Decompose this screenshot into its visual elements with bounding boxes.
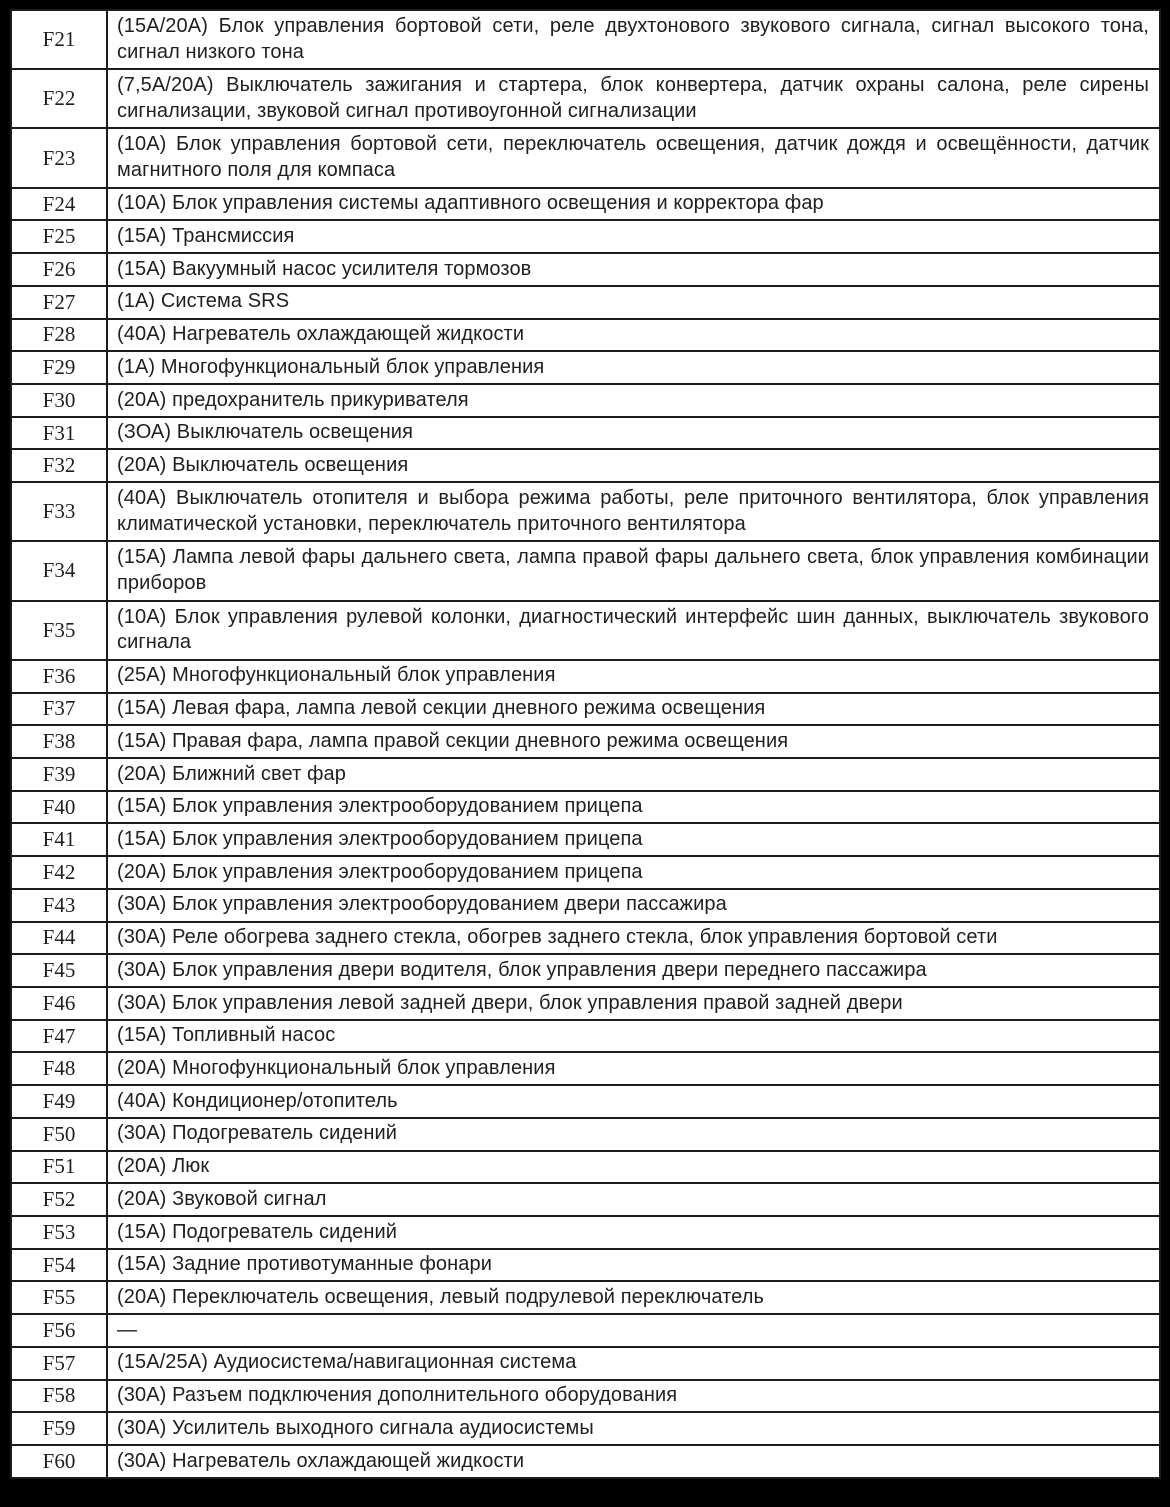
fuse-id: F57 <box>11 1347 107 1380</box>
table-row <box>11 1347 1160 1380</box>
fuse-id: F36 <box>11 660 107 693</box>
fuse-id: F51 <box>11 1151 107 1184</box>
fuse-description: (1А) Система SRS <box>107 286 1160 319</box>
table-row <box>11 351 1160 384</box>
fuse-id: F28 <box>11 319 107 352</box>
fuse-description: (15А) Блок управления электрооборудованием прицепа <box>107 823 1160 856</box>
fuse-description: (30А) Реле обогрева заднего стекла, обогрев заднего стекла, блок управления бортовой сети <box>107 922 1160 955</box>
fuse-id: F49 <box>11 1085 107 1118</box>
fuse-description: (30А) Блок управления левой задней двери, блок управления правой задней двери <box>107 987 1160 1020</box>
fuse-id: F50 <box>11 1118 107 1151</box>
table-row <box>11 253 1160 286</box>
fuse-id: F23 <box>11 128 107 187</box>
table-row <box>11 1314 1160 1347</box>
table-row <box>11 188 1160 221</box>
fuse-description: (40А) Нагреватель охлаждающей жидкости <box>107 319 1160 352</box>
table-row <box>11 954 1160 987</box>
fuse-description: (1А) Многофункциональный блок управления <box>107 351 1160 384</box>
table-row <box>11 1052 1160 1085</box>
table-row <box>11 987 1160 1020</box>
table-row <box>11 482 1160 541</box>
fuse-description: (15А) Лампа левой фары дальнего света, лампа правой фары дальнего света, блок управления комбинации приборов <box>107 541 1160 600</box>
fuse-description: (15А) Вакуумный насос усилителя тормозов <box>107 253 1160 286</box>
table-row <box>11 384 1160 417</box>
table-row <box>11 856 1160 889</box>
table-row <box>11 1216 1160 1249</box>
fuse-description: (ЗОА) Выключатель освещения <box>107 417 1160 450</box>
table-row <box>11 601 1160 660</box>
fuse-description: (25А) Многофункциональный блок управления <box>107 660 1160 693</box>
fuse-description: (20А) Ближний свет фар <box>107 758 1160 791</box>
table-row <box>11 1281 1160 1314</box>
fuse-id: F39 <box>11 758 107 791</box>
fuse-id: F31 <box>11 417 107 450</box>
fuse-description: (15А/20А) Блок управления бортовой сети, реле двухтонового звукового сигнала, сигнал высокого тона, сигнал низкого тона <box>107 10 1160 69</box>
fuse-id: F33 <box>11 482 107 541</box>
fuse-table-body <box>11 10 1160 1478</box>
table-row <box>11 319 1160 352</box>
fuse-id: F37 <box>11 693 107 726</box>
fuse-id: F27 <box>11 286 107 319</box>
table-row <box>11 823 1160 856</box>
fuse-description: (7,5А/20А) Выключатель зажигания и стартера, блок конвертера, датчик охраны салона, реле сирены сигнализации, звуковой сигнал противоугонной сигнализации <box>107 69 1160 128</box>
fuse-description: (15А) Блок управления электрооборудованием прицепа <box>107 791 1160 824</box>
fuse-id: F30 <box>11 384 107 417</box>
fuse-description: (30А) Блок управления двери водителя, блок управления двери переднего пассажира <box>107 954 1160 987</box>
table-row <box>11 1249 1160 1282</box>
fuse-description: (30А) Блок управления электрооборудованием двери пассажира <box>107 889 1160 922</box>
fuse-id: F55 <box>11 1281 107 1314</box>
fuse-description: (40А) Кондиционер/отопитель <box>107 1085 1160 1118</box>
fuse-id: F58 <box>11 1380 107 1413</box>
fuse-description: (15А) Трансмиссия <box>107 220 1160 253</box>
fuse-id: F47 <box>11 1020 107 1053</box>
fuse-description: (30А) Подогреватель сидений <box>107 1118 1160 1151</box>
fuse-id: F34 <box>11 541 107 600</box>
table-row <box>11 220 1160 253</box>
table-row <box>11 1445 1160 1478</box>
fuse-description: (15А/25А) Аудиосистема/навигационная система <box>107 1347 1160 1380</box>
fuse-description: (10А) Блок управления системы адаптивного освещения и корректора фар <box>107 188 1160 221</box>
table-row <box>11 128 1160 187</box>
fuse-id: F25 <box>11 220 107 253</box>
fuse-description: (20А) Многофункциональный блок управления <box>107 1052 1160 1085</box>
fuse-description: (30А) Усилитель выходного сигнала аудиосистемы <box>107 1412 1160 1445</box>
fuse-description: (15А) Задние противотуманные фонари <box>107 1249 1160 1282</box>
fuse-id: F44 <box>11 922 107 955</box>
fuse-id: F42 <box>11 856 107 889</box>
fuse-id: F38 <box>11 725 107 758</box>
fuse-id: F24 <box>11 188 107 221</box>
fuse-description: (15А) Правая фара, лампа правой секции дневного режима освещения <box>107 725 1160 758</box>
fuse-description: (30А) Разъем подключения дополнительного оборудования <box>107 1380 1160 1413</box>
fuse-description: (10А) Блок управления рулевой колонки, диагностический интерфейс шин данных, выключатель звукового сигнала <box>107 601 1160 660</box>
table-row <box>11 693 1160 726</box>
table-row <box>11 1085 1160 1118</box>
fuse-id: F32 <box>11 449 107 482</box>
fuse-description: (15А) Топливный насос <box>107 1020 1160 1053</box>
table-row <box>11 1151 1160 1184</box>
fuse-id: F56 <box>11 1314 107 1347</box>
fuse-id: F52 <box>11 1183 107 1216</box>
fuse-id: F59 <box>11 1412 107 1445</box>
fuse-description: (20А) Выключатель освещения <box>107 449 1160 482</box>
fuse-id: F26 <box>11 253 107 286</box>
fuse-id: F53 <box>11 1216 107 1249</box>
fuse-table <box>10 9 1161 1479</box>
fuse-description: (20А) Блок управления электрооборудованием прицепа <box>107 856 1160 889</box>
table-row <box>11 889 1160 922</box>
fuse-description: (20А) Люк <box>107 1151 1160 1184</box>
table-row <box>11 417 1160 450</box>
table-row <box>11 758 1160 791</box>
table-row <box>11 1380 1160 1413</box>
fuse-description: (20А) предохранитель прикуривателя <box>107 384 1160 417</box>
table-row <box>11 1020 1160 1053</box>
fuse-description: (20А) Звуковой сигнал <box>107 1183 1160 1216</box>
fuse-id: F46 <box>11 987 107 1020</box>
fuse-id: F41 <box>11 823 107 856</box>
table-row <box>11 1412 1160 1445</box>
fuse-id: F21 <box>11 10 107 69</box>
fuse-id: F48 <box>11 1052 107 1085</box>
fuse-id: F60 <box>11 1445 107 1478</box>
table-row <box>11 541 1160 600</box>
table-row <box>11 1118 1160 1151</box>
fuse-description: (30А) Нагреватель охлаждающей жидкости <box>107 1445 1160 1478</box>
table-row <box>11 1183 1160 1216</box>
table-row <box>11 791 1160 824</box>
fuse-id: F43 <box>11 889 107 922</box>
fuse-description: — <box>107 1314 1160 1347</box>
fuse-id: F29 <box>11 351 107 384</box>
fuse-id: F35 <box>11 601 107 660</box>
fuse-description: (15А) Подогреватель сидений <box>107 1216 1160 1249</box>
table-row <box>11 449 1160 482</box>
fuse-description: (10А) Блок управления бортовой сети, переключатель освещения, датчик дождя и освещённости, датчик магнитного поля для компаса <box>107 128 1160 187</box>
fuse-description: (20А) Переключатель освещения, левый подрулевой переключатель <box>107 1281 1160 1314</box>
fuse-id: F40 <box>11 791 107 824</box>
table-row <box>11 922 1160 955</box>
table-row <box>11 69 1160 128</box>
fuse-id: F54 <box>11 1249 107 1282</box>
fuse-id: F22 <box>11 69 107 128</box>
fuse-description: (40А) Выключатель отопителя и выбора режима работы, реле приточного вентилятора, блок управления климатической установки, переключатель приточного вентилятора <box>107 482 1160 541</box>
table-row <box>11 10 1160 69</box>
table-row <box>11 286 1160 319</box>
table-row <box>11 725 1160 758</box>
fuse-id: F45 <box>11 954 107 987</box>
fuse-description: (15А) Левая фара, лампа левой секции дневного режима освещения <box>107 693 1160 726</box>
table-row <box>11 660 1160 693</box>
